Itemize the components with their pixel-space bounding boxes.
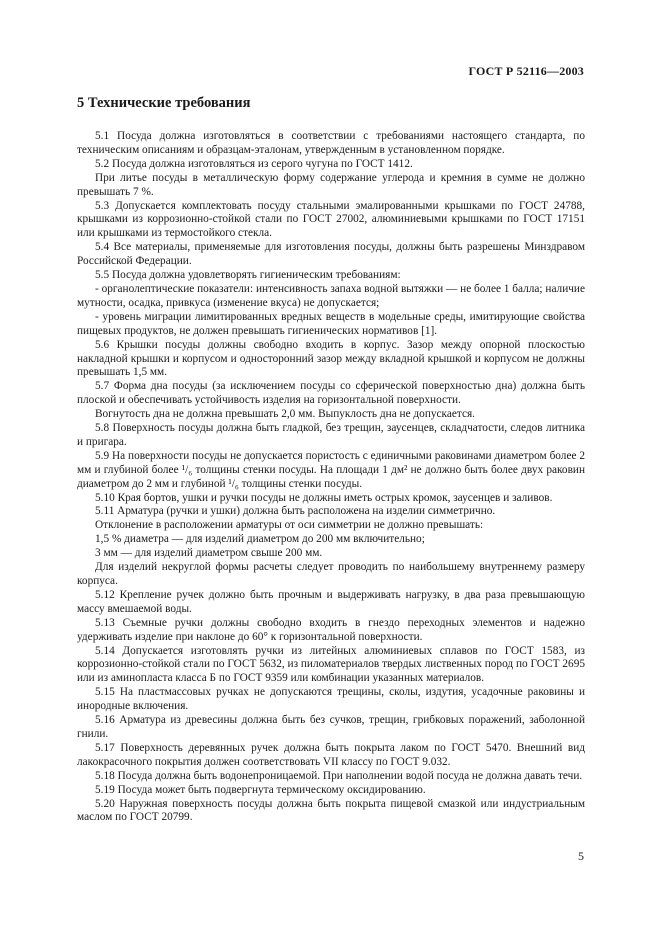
section-body [77, 130, 585, 825]
paragraph: Вогнутость дна не должна превышать 2,0 мм. Выпуклость дна не допускается. [95, 408, 475, 421]
paragraph-5-7: 5.7 Форма дна посуды (за исключением посуды со сферической поверхностью дна) должна быть плоской и обеспечивать устойчивость изделия на горизонтальной поверхности. [77, 380, 585, 407]
paragraph-5-13: 5.13 Съемные ручки должны свободно входить в гнездо переходных элементов и надежно удерживать изделие при наклоне до 60° к горизонтальной поверхности. [77, 616, 585, 643]
paragraph-5-10: 5.10 Края бортов, ушки и ручки посуды не должны иметь острых кромок, заусенцев и заливов. [95, 491, 553, 504]
list-item: - органолептические показатели: интенсивность запаха водной вытяжки — не более 1 балла; наличие мутности, осадка, привкуса (изменение вкуса) не допускается; [77, 282, 585, 309]
paragraph-5-5: 5.5 Посуда должна удовлетворять гигиеническим требованиям: [95, 269, 401, 282]
paragraph-5-9: 5.9 На поверхности посуды не допускается пористость с единичными раковинами диаметром более 2 мм и глубиной более ¹/₆ толщины стенки посуды. На площади 1 дм² не должно быть более двух раковин диаметром до 2 мм и глубиной ¹/₆ толщины стенки посуды. [77, 449, 585, 490]
list-item: - уровень миграции лимитированных вредных веществ в модельные среды, имитирующие свойства пищевых продуктов, не должен превышать гигиенических нормативов [1]. [77, 310, 585, 337]
list-item: 1,5 % диаметра — для изделий диаметром до 200 мм включительно; [95, 533, 425, 546]
paragraph: При литье посуды в металлическую форму содержание углерода и кремния в сумме не должно превышать 7 %. [77, 171, 585, 198]
paragraph-5-17: 5.17 Поверхность деревянных ручек должна быть покрыта лаком по ГОСТ 5470. Внешний вид лакокрасочного покрытия должен соответствовать VII классу по ГОСТ 9.032. [77, 741, 585, 768]
paragraph-5-19: 5.19 Посуда может быть подвергнута термическому оксидированию. [95, 783, 426, 796]
paragraph-5-11: 5.11 Арматура (ручки и ушки) должна быть расположена на изделии симметрично. [95, 505, 496, 518]
document-header: ГОСТ Р 52116—2003 [468, 64, 584, 78]
paragraph-5-16: 5.16 Арматура из древесины должна быть без сучков, трещин, грибковых поражений, заболонной гнили. [77, 714, 585, 740]
paragraph: Для изделий некруглой формы расчеты следует проводить по наибольшему внутреннему размеру корпуса. [77, 561, 585, 587]
page-number: 5 [578, 849, 584, 863]
paragraph: Отклонение в расположении арматуры от оси симметрии не должно превышать: [95, 519, 484, 532]
list-item: 3 мм — для изделий диаметром свыше 200 мм. [95, 547, 323, 560]
paragraph-5-6: 5.6 Крышки посуды должны свободно входить в корпус. Зазор между опорной плоскостью накладной крышки и корпусом и односторонний зазор между вкладной крышкой и корпусом не должны превышать 1,5 мм. [77, 338, 585, 379]
paragraph-5-8: 5.8 Поверхность посуды должна быть гладкой, без трещин, заусенцев, складчатости, следов литника и пригара. [77, 422, 585, 448]
section-title: 5 Технические требования [77, 95, 251, 111]
paragraph-5-20: 5.20 Наружная поверхность посуды должна быть покрыта пищевой смазкой или индустриальным маслом по ГОСТ 20799. [77, 797, 585, 824]
paragraph-5-14: 5.14 Допускается изготовлять ручки из литейных алюминиевых сплавов по ГОСТ 1583, из коррозионно-стойкой стали по ГОСТ 5632, из пиломатериалов твердых лиственных пород по ГОСТ 2695 или из аминопласта класса Б по ГОСТ 9359 или комбинации указанных материалов. [77, 644, 585, 685]
paragraph-5-1: 5.1 Посуда должна изготовляться в соответствии с требованиями настоящего стандарта, по техническим описаниям и образцам-эталонам, утвержденным в установленном порядке. [77, 130, 585, 156]
paragraph-5-18: 5.18 Посуда должна быть водонепроницаемой. При наполнении водой посуда не должна давать течи. [95, 769, 583, 782]
paragraph-5-3: 5.3 Допускается комплектовать посуду стальными эмалированными крышками по ГОСТ 24788, крышками из коррозионно-стойкой стали по ГОСТ 27002, алюминиевыми крышками по ГОСТ 17151 или крышками из термостойкого стекла. [77, 199, 585, 240]
paragraph-5-4: 5.4 Все материалы, применяемые для изготовления посуды, должны быть разрешены Минздравом Российской Федерации. [77, 241, 585, 268]
paragraph-5-2: 5.2 Посуда должна изготовляться из серого чугуна по ГОСТ 1412. [95, 157, 413, 170]
paragraph-5-12: 5.12 Крепление ручек должно быть прочным и выдерживать нагрузку, в два раза превышающую массу вмешаемой воды. [77, 588, 585, 615]
paragraph-5-15: 5.15 На пластмассовых ручках не допускаются трещины, сколы, издутия, усадочные раковины и инородные включения. [77, 686, 585, 713]
